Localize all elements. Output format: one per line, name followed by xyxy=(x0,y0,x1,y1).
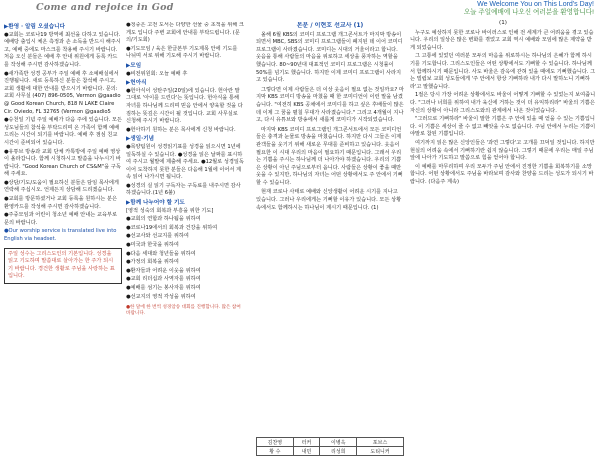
sermon-paragraph-1: 올해 6월 KBS의 코미디 프로그램 개그콘서트가 마지막 방송이 되면서 MBC, SBS의 코미디 프로그램들이 폐지된 데 이어 코미디 프로그램이 사라졌습니다. 코미디는 시대의 거울이라고 합니다. 웃음을 통해 사람들의 마음을 위로하고 세상을 풍자하는 역할을 했습니다. 80~90년대 대표적인 코미디 프로그램은 시청률이 50%를 넘기도 했습니다. 하지만 이제 코미디 프로그램이 사라지고 있습니다. xyxy=(256,31,403,84)
sermon-heading: 본문 / 이현호 선교사 (1) xyxy=(296,22,364,29)
notes-paragraph: ●청중은 고전 도서는 다양한 선물 중 초적을 위해 크게도 입니다 주변 교회에 안내를 부탁드립니다. (문의/기도회) xyxy=(126,22,244,44)
dedication-body: ●헌아식이 성탄주일(20일)에 있습니다. 헌아란 말 그대로 '아이를 드린다'는 뜻입니다. 헌아식을 통해 자녀를 하나님께 드리며 믿음 안에서 양육할 것을 다짐하는 뜻깊은 시간이 될 것입니다. 교회 사무실로 신청해 주시기 바랍니다. xyxy=(126,87,243,125)
continued-paragraph-1: 누구도 예상하지 못한 코로나 바이러스로 인해 전 세계가 큰 어려움을 겪고 있습니다. 우리의 일상은 많은 변화를 겪었고 교회 역시 예배와 모임에 많은 제약을 받게 되었습니다. xyxy=(410,29,594,51)
welcome-korean: 오늘 주일예배에 나오신 여러분을 환영합니다! xyxy=(463,9,594,17)
list-item: ●코로나19에서의 회복과 건강을 위하여 xyxy=(126,224,218,231)
scripture-reminder-box: 주일 성수는 그리스도인의 기본입니다. 성경을 읽고 기도하며 말씀대로 살아가는 한 주가 되시기 바랍니다. 경건한 생활로 주님을 사랑하는 표입니다. xyxy=(4,248,122,284)
notice-paragraph-4: ●상담/기도/도움이 필요하신 분들은 담임 목사에게 연락해 주십시오. 언제든지 상담해 드리겠습니다. xyxy=(4,179,119,194)
notice-paragraph-5: ●교회를 방문하셨거나 교회 등록을 원하시는 분은 환영카드를 작성해 주시면 감사하겠습니다. xyxy=(4,196,117,210)
sermon-paragraph-3: 마지막 KBS 코미디 프로그램인 개그콘서트에서 모든 코미디언들은 충격과 눈물로 방송을 마쳤습니다. 하지만 다시 그들은 이제 관객들을 웃기기 위해 새로운 무대를 준비하고 있습니다. 웃음이 필요한 이 시대 우리의 마음이 필요하기 때문입니다. 그래서 우리는 기쁨을 주시는 하나님께 더 나아가야 하겠습니다. 우리의 기쁨은 상황이 아닌 주님으로부터 옵니다. 사람들은 상황이 좋을 때만 웃을 수 있지만, 하나님의 자녀는 어떤 상황에서도 주 안에서 기뻐할 수 있습니다. xyxy=(256,126,403,186)
sermon-column xyxy=(256,22,404,448)
notice-paragraph-6: ●주중모임과 어린이 청소년 예배 안내는 교육부로 문의 바랍니다. xyxy=(4,212,117,226)
meetings-title: ▶모임 xyxy=(126,62,142,69)
continued-paragraph-6: 이 예배를 마무리하며 우리 모두가 주님 안에서 진정한 기쁨을 회복하기를 소망합니다. 어떤 상황에서도 주님을 바라보며 감사와 찬양을 드리는 성도가 되시기 바랍니다. (다음주 계속) xyxy=(410,163,594,185)
continued-paragraph-4: "그러므로 기뻐하라" 바울이 말한 기쁨은 주 안에 있을 때 얻을 수 있는 기쁨입니다. 이 기쁨은 세상이 줄 수 없고 빼앗을 수도 없습니다. 주님 안에서 누리는 기쁨이야말로 참된 기쁨입니다. xyxy=(410,116,596,138)
continued-paragraph-3: 1절은 당시 가장 어려운 상황에서도 바울이 어떻게 기뻐할 수 있었는지 보여줍니다. "그러나 너희를 위하여 내가 육신에 거하는 것이 더 유익하리라" 바울의 기쁨은 자신의 상황이 아니라 그리스도와의 관계에서 나온 것이었습니다. xyxy=(410,92,596,114)
table-cell: 터커 xyxy=(293,438,320,447)
dedication-title: ▶헌아식 xyxy=(126,80,147,87)
bulletin-header xyxy=(0,0,600,20)
sermon-paragraph-2: 그렇다면 이제 사람들은 더 이상 웃음이 필요 없는 것일까요? 마지막 KBS 코미디 방송을 마쳤을 때 한 코미디언이 이런 말을 남겼습니다. "여전히 KBS 공채에서 코미디를 하고 싶은 후배들이 많은데 이제 그 꿈을 펼칠 무대가 사라졌습니다." 그리고 4개월이 지나고, 다시 유튜브와 방송에서 새롭게 코미디가 시작되었습니다. xyxy=(256,86,404,124)
sermon-continued-column xyxy=(410,20,596,460)
continued-paragraph-5: 여기까지 읽은 많은 신앙인들은 '과연 그렇다'고 고개를 끄덕일 것입니다. 하지만 현실의 어려움 속에서 기뻐하기란 쉽지 않습니다. 그렇기 때문에 우리는 매일 주님 앞에 나아가 기도하고 말씀으로 힘을 얻어야 합니다. xyxy=(410,139,595,162)
service-roster-table xyxy=(256,437,404,456)
list-item: [영적 성숙의 회복과 부흥을 위한 기도] xyxy=(126,207,214,214)
list-item: ●예배를 섬기는 봉사자를 위하여 xyxy=(126,285,201,291)
sermon-paragraph-4: 현재 코로나 사태로 예배와 신앙생활이 어려운 시기를 지나고 있습니다. 그러나 우리에게는 기뻐할 이유가 있습니다. 모든 상황 속에서도 함께하시는 하나님이 계시기 때문입니다. (1) xyxy=(256,189,402,211)
list-item: ●환자들과 어려운 이웃을 위하여 xyxy=(126,267,201,274)
list-item: ●선교사와 선교지를 위하여 xyxy=(126,233,189,240)
table-cell: 내민 xyxy=(293,447,320,456)
english-translation-note: ●Our worship service is translated live into English via headset. xyxy=(4,228,117,243)
notice-paragraph-3: ●유튜브 방송과 교회 단체 카톡방에 주일 예배 영상이 올라갑니다. 함께 시청하시고 말씀을 나누시기 바랍니다. "Good Korean Church of CS&M"을 구독해 주세요. xyxy=(4,148,121,178)
list-item: ●다음 세대와 청년들을 위하여 xyxy=(126,250,196,257)
bulletin-title: Come and rejoice in God xyxy=(36,2,174,13)
list-item: ●교회의 연합과 하나됨을 위하여 xyxy=(126,216,201,223)
fine-print: ●한 달에 한 번씩 성경암송 대회를 진행합니다. 많은 참여 바랍니다. xyxy=(126,305,241,317)
table-cell: 리성희 xyxy=(320,447,357,456)
table-cell: 황 수 xyxy=(257,447,294,456)
list-item: ●미국과 한국을 위하여 xyxy=(126,242,179,249)
table-row xyxy=(257,438,404,447)
notice-paragraph-1: ●새가족반 성경 공부가 주일 예배 후 소예배실에서 진행됩니다. 새로 등록하신 분들은 참석해 주시고, 교회 생활에 대한 안내를 받으시기 바랍니다. 문의: 교회 사무실 (407) 896-0505, Vermon @gaadio @ Good Korean Church, 818 N LAKE Claire Cir. Oviedo, FL 32765 (Vermon @gaadio5 xyxy=(4,70,121,115)
dedication-body-2: ●헌아하기 원하는 분은 목사에게 신청 바랍니다. xyxy=(126,126,236,133)
table-cell: 포브스 xyxy=(357,438,404,447)
birthday-body-2: ●성경의 실 읽기 구독자는 구독료를 내주시면 감사하겠습니다.(1년 6불) xyxy=(126,182,241,197)
list-item: ●가정의 회복을 위하여 xyxy=(126,259,179,266)
table-row xyxy=(257,447,404,456)
ministry-column xyxy=(126,22,244,444)
birthday-title: ▶생일·기념 xyxy=(126,136,155,143)
continued-paragraph-2: 그 고통에 있었던 여러분 모두의 마음을 위로하시는 하나님의 은혜가 함께 하시기를 기도합니다. 그리스도인들은 어떤 상황에서도 기뻐할 수 있습니다. 하나님께서 함께하시기 때문입니다. 사도 바울은 감옥에 갇혀 있을 때에도 기뻐했습니다. 그는 빌립보 교회 성도들에게 '주 안에서 항상 기뻐하라 내가 다시 말하노니 기뻐하라'고 말했습니다. xyxy=(410,53,596,90)
meetings-body: ●비전위원회: 오늘 예배 후 xyxy=(126,70,188,77)
announcements-column xyxy=(4,22,122,440)
birthday-body: ●목양팀원이 성경읽기표를 성경을 읽으시면 1년에 일독하실 수 있습니다. ●성경을 읽은 날짜를 표시하여 주시고 월말에 제출해 주세요. ●12월로 성경일독 이어 도착하지 못한 분들은 다음해 1월에 이어서 계속 읽어 나가시면 됩니다. xyxy=(126,143,244,181)
table-cell: 도티니커 xyxy=(357,447,404,456)
table-cell: 김찬영 xyxy=(257,438,294,447)
sermon-text xyxy=(256,32,404,213)
prayer-list xyxy=(126,208,244,302)
prayer-list-title: ▶함께 나누어야 할 기도 xyxy=(126,200,185,207)
welcome-section-title: ▶환영 · 알림 오셨습니다 xyxy=(4,24,65,30)
list-item: ●선교지의 영적 각성을 위하여 xyxy=(126,293,196,300)
list-item: ●교회 리더십과 사역자를 위하여 xyxy=(126,276,201,283)
welcome-banner xyxy=(344,1,594,18)
sermon-part-number: (1) xyxy=(499,20,507,26)
notice-paragraph-2: ●승천일 기념 주일 예배가 다음 주에 있습니다. 모든 성도님들의 참석을 부탁드리며 온 가족이 함께 예배드리는 시간이 되기를 바랍니다. 예배 후 점심 친교 시간이 준비되어 있습니다. xyxy=(4,117,122,146)
welcome-english: We Welcome You on This Lord's Day! xyxy=(477,1,594,8)
prayer-paragraph: ●기도모임 / 육은 한글본부 기도제목 안에 기도를 나뉘며 서로 위해 기도해 주시기 바랍니다. xyxy=(126,45,238,60)
welcome-paragraph: ●교회는 코로나19 방역에 최선을 다하고 있습니다. 예배당 출입시 체온 측정과 손 소독을 반드시 해주시고, 예배 중에도 마스크를 착용해 주시기 바랍니다. 처음 오신 분들은 예배 후 안내 위원에게 등록 카드를 작성해 주시면 감사하겠습니다. xyxy=(4,31,121,68)
table-cell: 이병옥 xyxy=(320,438,357,447)
